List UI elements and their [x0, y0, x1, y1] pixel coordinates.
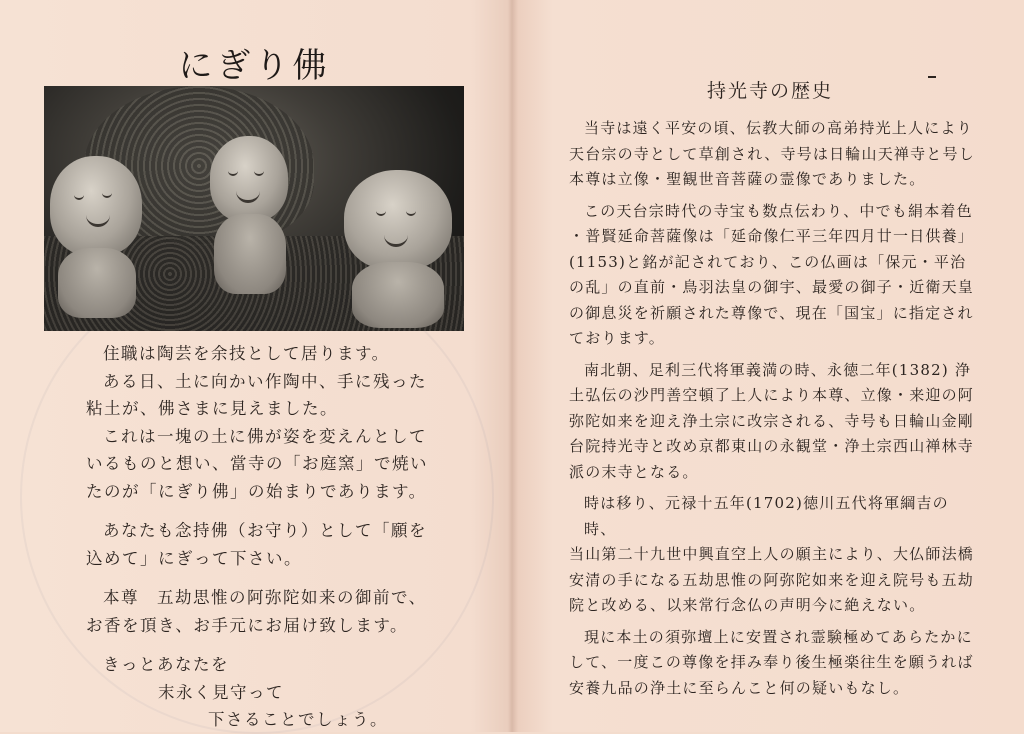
- text-line: 住職は陶芸を余技として居ります。: [103, 344, 390, 363]
- text-line: 派の末寺となる。: [569, 462, 699, 481]
- text-line: 時は移り、元禄十五年(1702)徳川五代将軍綱吉の時、: [584, 494, 949, 538]
- text-line: して、一度この尊像を拝み奉り後生極楽往生を願うれば: [569, 653, 974, 671]
- history-body-text: [569, 116, 979, 701]
- left-body-text: [86, 340, 466, 734]
- page-title: にぎり佛: [178, 46, 331, 86]
- text-line: 弥陀如来を迎え浄土宗に改宗される、寺号も日輪山金剛: [569, 411, 975, 430]
- text-line: 込めて」にぎって下さい。: [86, 548, 302, 568]
- text-line: 天台宗の寺として草創され、寺号は日輪山天禅寺と号し: [569, 144, 975, 163]
- history-title: 持光寺の歴史: [706, 80, 833, 102]
- text-line: あなたも念持佛（お守り）として「願を: [103, 521, 427, 540]
- text-line: 当山第二十九世中興直空上人の願主により、大仏師法橋: [569, 545, 975, 563]
- text-line: 本尊 五劫思惟の阿弥陀如来の御前で、: [103, 588, 427, 607]
- text-line: 末永く見守って: [158, 682, 284, 702]
- text-line: 粘土が、佛さまに見えました。: [86, 399, 338, 418]
- text-line: お香を頂き、お手元にお届け致します。: [86, 615, 409, 635]
- text-line: ある日、土に向かい作陶中、手に残った: [103, 371, 427, 391]
- text-line: いるものと想い、當寺の「お庭窯」で焼い: [86, 454, 428, 473]
- text-line: 当寺は遠く平安の頃、伝教大師の高弟持光上人により: [584, 119, 973, 137]
- text-line: ております。: [569, 329, 666, 347]
- text-line: 土弘伝の沙門善空頓了上人により本尊、立像・来迎の阿: [569, 386, 975, 404]
- clay-figure-right: [344, 170, 452, 270]
- text-line: 安清の手になる五劫思惟の阿弥陀如来を迎え院号も五劫: [569, 570, 975, 589]
- left-page: [0, 0, 509, 732]
- nigiri-buddha-photo: [44, 86, 464, 331]
- corner-mark: [928, 76, 936, 78]
- text-line: ・普賢延命菩薩像は「延命像仁平三年四月廿一日供養」: [569, 227, 975, 245]
- clay-figure-left: [50, 156, 142, 256]
- text-line: の乱」の直前・鳥羽法皇の御宇、最愛の御子・近衛天皇: [569, 278, 975, 296]
- text-line: 下さることでしょう。: [208, 710, 388, 729]
- text-line: 安養九品の浄土に至らんこと何の疑いもなし。: [569, 678, 910, 697]
- text-line: 院と改める、以来常行念仏の声明今に絶えない。: [569, 596, 926, 614]
- text-line: 本尊は立像・聖観世音菩薩の霊像でありました。: [569, 170, 926, 188]
- text-line: これは一塊の土に佛が姿を変えんとして: [103, 426, 427, 446]
- text-line: たのが「にぎり佛」の始まりであります。: [86, 481, 427, 501]
- text-line: 南北朝、足利三代将軍義満の時、永徳二年(1382) 浄: [584, 360, 972, 379]
- text-line: きっとあなたを: [103, 655, 229, 674]
- clay-figure-middle: [210, 136, 288, 222]
- text-line: この天台宗時代の寺宝も数点伝わり、中でも絹本着色: [584, 201, 973, 220]
- text-line: (1153)と銘が記されており、この仏画は「保元・平治: [569, 252, 967, 271]
- text-line: 現に本土の須弥壇上に安置され霊験極めてあらたかに: [584, 627, 973, 646]
- text-line: 台院持光寺と改め京都東山の永観堂・浄土宗西山禅林寺: [569, 437, 975, 455]
- text-line: の御息災を祈願された尊像で、現在「国宝」に指定され: [569, 303, 974, 322]
